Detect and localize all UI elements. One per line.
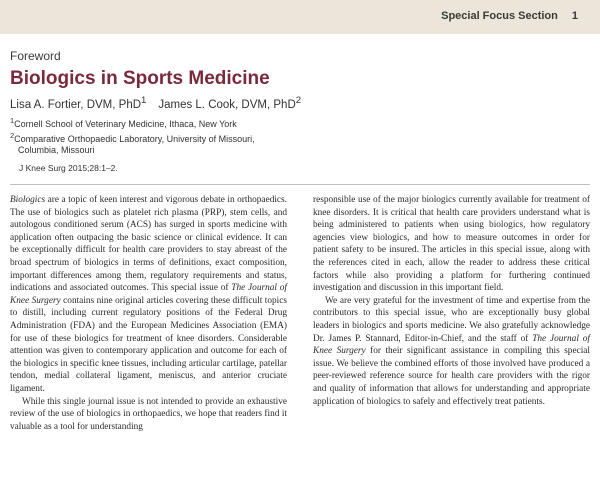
article-kicker: Foreword bbox=[10, 49, 61, 63]
paragraph: responsible use of the major biologics currently available for treatment of knee disorders. It is critical that health care providers understand what is being administered to patients when using biologics, how regulatory agencies view biologics, and how to measure outcomes in order for patient safety to be insured. The articles in this special issue, along with the references cited in each, allow the reader to address these critical factors while also providing a platform for furthering continued investigation and discussion in this important field. bbox=[313, 195, 590, 294]
running-header bbox=[0, 0, 600, 34]
journal-name: The Journal of Knee Surgery bbox=[10, 283, 287, 306]
article-title: Biologics in Sports Medicine bbox=[10, 68, 270, 89]
divider bbox=[10, 184, 590, 185]
affiliation-line: $^2$Comparative Orthopaedic Laboratory, University of Missouri, bbox=[10, 131, 255, 144]
affiliation-line: Columbia, Missouri bbox=[18, 145, 95, 155]
paragraph: While this single journal issue is not intended to provide an exhaustive review of the use of biologics in orthopaedics, we hope that readers find it valuable as a tool for understanding bbox=[10, 396, 287, 432]
body-column-right bbox=[313, 194, 590, 408]
paragraph: We are very grateful for the investment of time and expertise from the contributors to this special issue, who are exceptionally busy global leaders in biologics and sports medicine. We also gratefully acknowledge Dr. James P. Stannard, Editor-in-Chief, and the staff of The Journal of Knee Surgery for their significant assistance in compiling this special issue. We believe the combined efforts of those involved have produced a peer-reviewed reference source for health care providers with the rigor and quality of information that allows for understanding and appropriate application of biologics to safely and effectively treat patients. bbox=[313, 295, 590, 407]
author-affiliation-mark: 1 bbox=[141, 95, 147, 106]
author-name: James L. Cook, DVM, PhD bbox=[158, 98, 296, 111]
author-affiliation-mark: 2 bbox=[295, 95, 302, 106]
paragraph: Biologics are a topic of keen interest and vigorous debate in orthopaedics. The use of biologics such as platelet rich plasma (PRP), stem cells, and autologous conditioned serum (ACS) has surged in sports medicine with application often outpacing the basic science or clinical evidence. It can be exceptionally difficult for health care providers to stay abreast of the broad spectrum of biologics in terms of definitions, exact composition, important differences among them, regulatory requirements and status, indications and associated outcomes. This special issue of The Journal of Knee Surgery contains nine original articles covering these difficult topics to distill, including current regulatory positions of the Federal Drug Administration (FDA) and the European Medicines Association (EMA) for use of these biologics for treatment of knee disorders. Considerable attention was given to contemporary application and outcome for each of the biologics in specific knee tissues, including articular cartilage, patellar tendon, medial collateral ligament, meniscus, and anterior cruciate ligament. bbox=[10, 195, 287, 394]
lead-word: Biologics bbox=[10, 195, 46, 205]
author-line bbox=[10, 95, 301, 111]
page-number: 1 bbox=[571, 10, 578, 22]
citation: J Knee Surg 2015;28:1–2. bbox=[19, 163, 118, 173]
journal-name: The Journal of Knee Surgery bbox=[313, 333, 590, 357]
body-column-left bbox=[10, 194, 287, 433]
header-text bbox=[441, 10, 578, 22]
author-name: Lisa A. Fortier, DVM, PhD bbox=[10, 98, 142, 111]
affiliation-line: $^1$Cornell School of Veterinary Medicine, Ithaca, New York bbox=[10, 116, 237, 129]
section-name: Special Focus Section bbox=[441, 10, 558, 22]
affiliations bbox=[10, 115, 255, 156]
